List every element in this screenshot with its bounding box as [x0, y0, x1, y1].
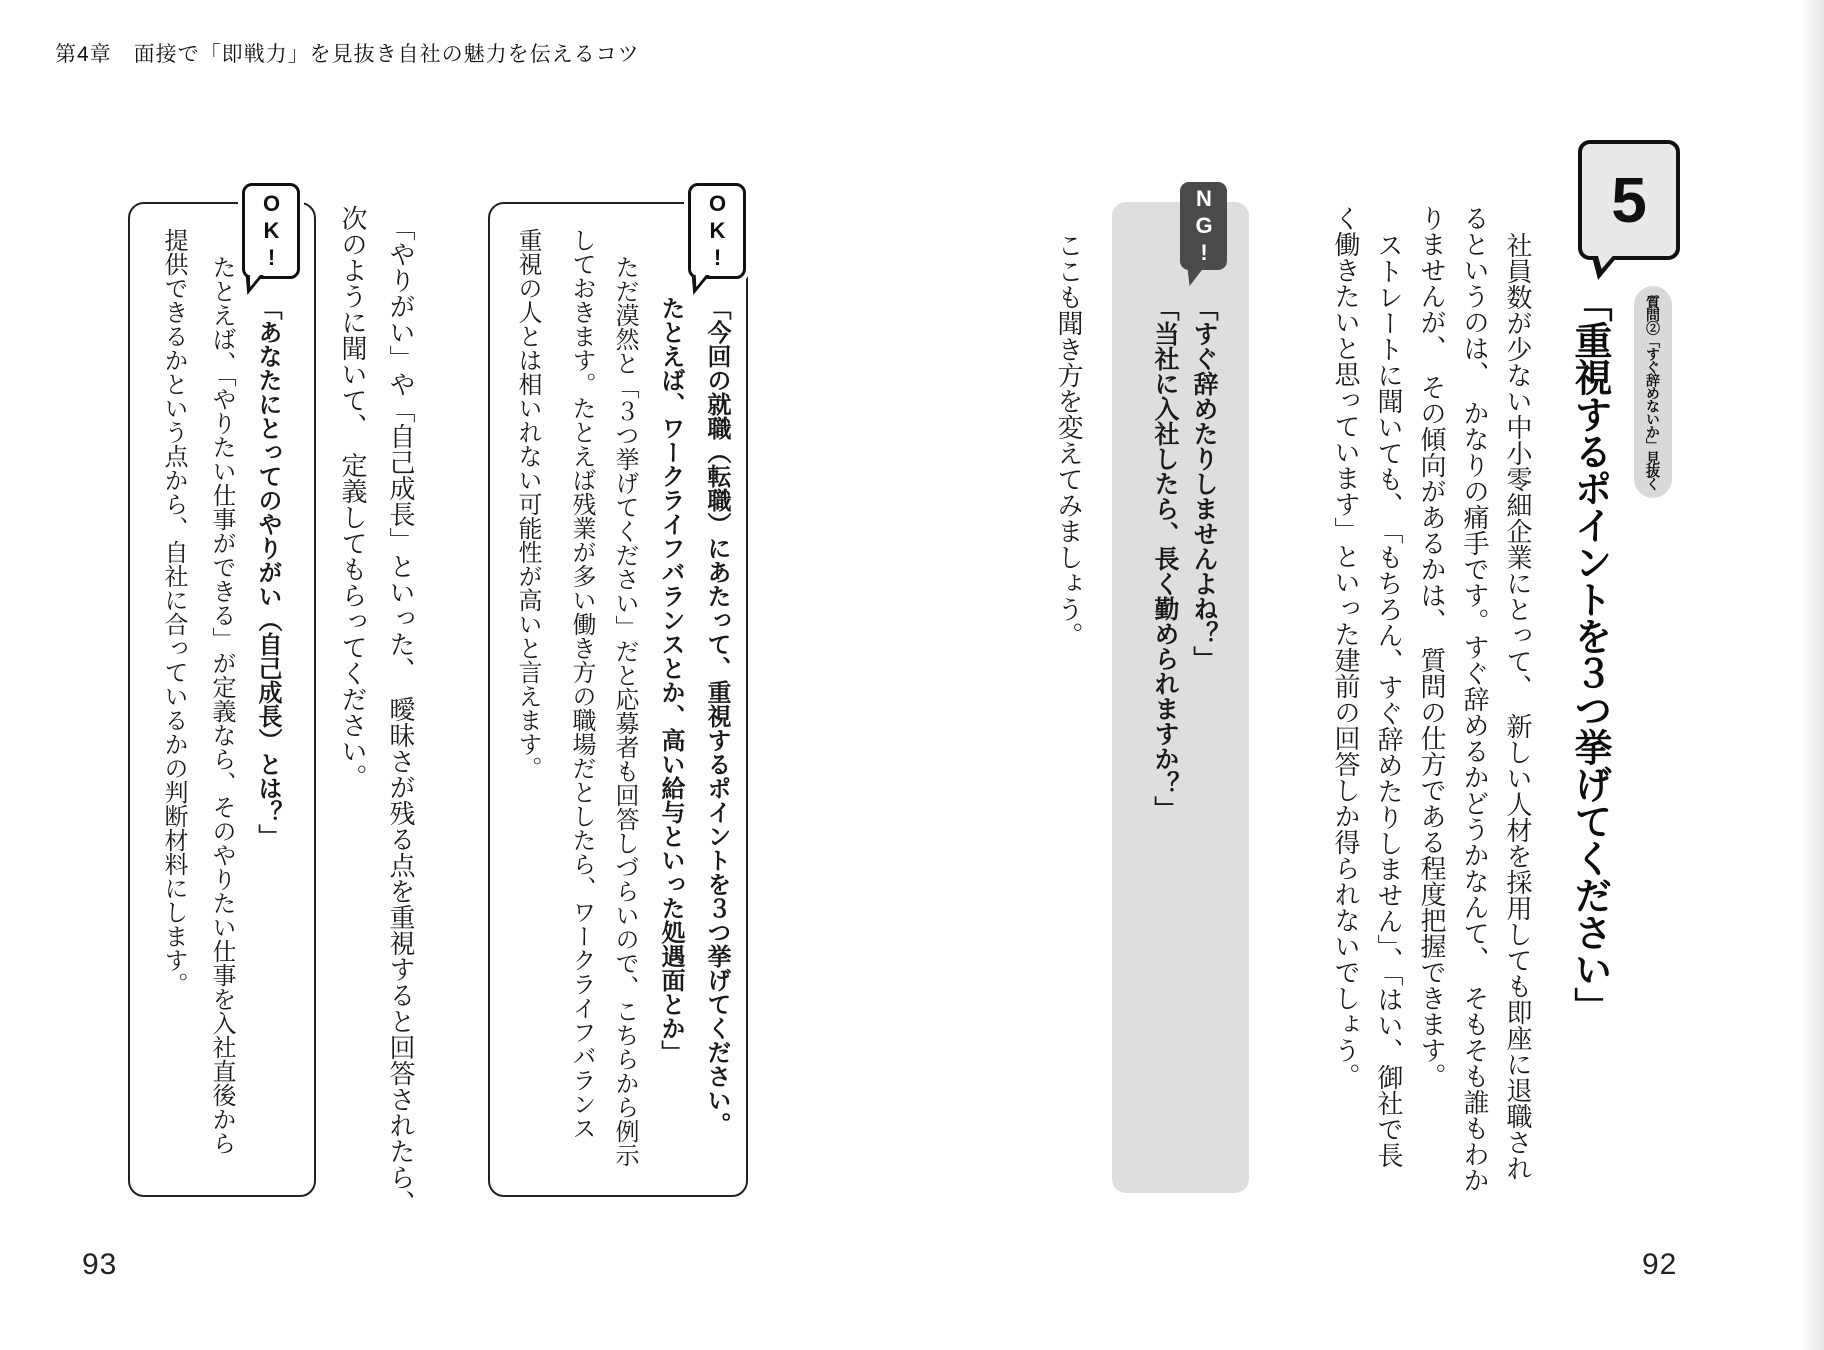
ok-badge-icon [688, 183, 746, 279]
section-tag-capsule [1634, 286, 1672, 498]
section-tag-text: 質問②「すぐ辞めないか」見抜く [1645, 294, 1661, 490]
middle-column: 次のように聞いて、 定義してもらってください。 [338, 205, 367, 790]
closing-column: ここも聞き方を変えてみましょう。 [1054, 232, 1083, 648]
box-body-column: しておきます。たとえば残業が多い働き方の職場だとしたら、ワークライフバランス [568, 228, 594, 1140]
ng-badge-icon [1180, 182, 1227, 270]
ok-quote-column: たとえば、ワークライフバランスとか、高い給与といった処遇面とか」 [657, 296, 684, 1064]
section-title: 「重視するポイントを３つ挙げてください」 [1568, 284, 1610, 1024]
ng-quote-column: 「すぐ辞めたりしませんよね？」 [1190, 296, 1218, 671]
chapter-header [55, 38, 640, 68]
ok-badge-label: OK! [705, 190, 730, 272]
ok-badge-label: OK! [259, 190, 284, 272]
ng-badge-label: NG! [1191, 185, 1217, 267]
ok-quote-column: 「あなたにとってのやりがい（自己成長）とは？」 [254, 296, 281, 848]
middle-column: 「やりがい」や「自己成長」といった、 曖昧さが残る点を重視すると回答されたら、 [386, 215, 415, 1216]
body-column: りませんが、 その傾向があるかは、 質問の仕方である程度把握できます。 [1417, 205, 1446, 1089]
section-number-bubble-icon [1578, 140, 1680, 260]
page-number-right: 92 [1642, 1248, 1678, 1281]
box-body-column: 重視の人とは相いれない可能性が高いと言えます。 [514, 228, 540, 780]
page-edge-shadow [1800, 0, 1824, 1350]
chapter-header-text: 第4章 面接で「即戦力」を見抜き自社の魅力を伝えるコツ [55, 43, 640, 66]
page-number-left: 93 [82, 1248, 118, 1281]
section-number: 5 [1611, 164, 1647, 236]
ok-quote-column: 「今回の就職（転職）にあたって、重視するポイントを３つ挙げてください。 [703, 296, 730, 1136]
body-column: 社員数が少ない中小零細企業にとって、 新しい人材を採用しても即座に退職され [1503, 232, 1532, 1181]
body-column: ストレートに聞いても、 「もちろん、すぐ辞めたりしません」、「はい、御社で長 [1374, 232, 1403, 1168]
box-body-column: たとえば、「やりたい仕事ができる」が定義なら、そのやりたい仕事を入社直後から [208, 255, 234, 1155]
ok-badge-icon [242, 183, 300, 279]
box-body-column: ただ漠然と「３つ挙げてください」だと応募者も回答しづらいので、こちらから例示 [611, 255, 637, 1167]
box-body-column: 提供できるかという点から、自社に合っているかの判断材料にします。 [160, 228, 186, 996]
body-column: く働きたいと思っています」といった建前の回答しか得られないでしょう。 [1331, 205, 1360, 1089]
ng-quote-column: 「当社に入社したら、長く勤められますか？」 [1151, 296, 1179, 821]
body-column: るというのは、 かなりの痛手です。すぐ辞めるかどうかなんて、 そもそも誰もわか [1460, 205, 1489, 1193]
ng-quote-box [1112, 202, 1249, 1193]
